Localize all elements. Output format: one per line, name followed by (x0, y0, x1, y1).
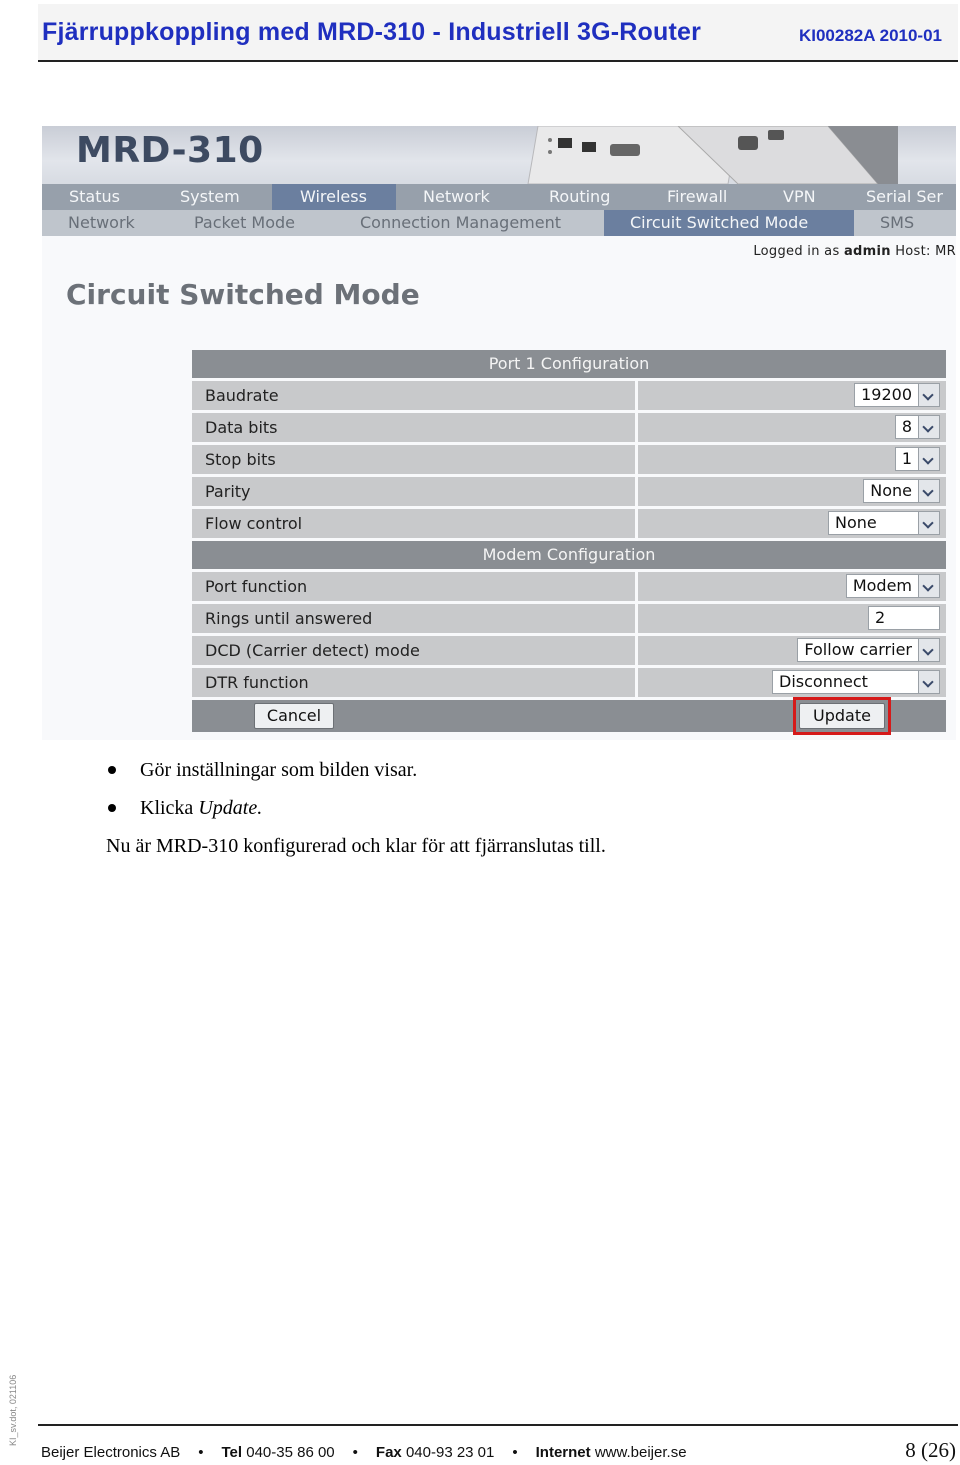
list-item: Gör inställningar som bilden visar. (106, 756, 606, 794)
nav-firewall[interactable]: Firewall (667, 187, 728, 206)
row-label: Flow control (192, 509, 635, 538)
nav-vpn[interactable]: VPN (783, 187, 816, 206)
cancel-button[interactable]: Cancel (254, 703, 334, 729)
template-mark: KI_sv.dot, 021106 (8, 1374, 18, 1446)
row-label: DTR function (192, 668, 635, 697)
page-title: Circuit Switched Mode (66, 278, 420, 311)
nav-system[interactable]: System (180, 187, 240, 206)
config-row-dtr-function (192, 668, 946, 697)
row-label: Baudrate (192, 381, 635, 410)
data-bits-select[interactable]: 8 (895, 415, 940, 439)
subnav-sms[interactable]: SMS (880, 213, 915, 232)
page-number: 8 (26) (905, 1438, 956, 1462)
row-label: Port function (192, 572, 635, 601)
nav-serial-server[interactable]: Serial Ser (866, 187, 943, 206)
chevron-down-icon[interactable] (918, 448, 939, 470)
instruction-text (106, 756, 606, 860)
chevron-down-icon[interactable] (918, 384, 939, 406)
subnav-packet-mode[interactable]: Packet Mode (194, 213, 296, 232)
subnav-connection-management[interactable]: Connection Management (360, 213, 562, 232)
router-ui-screenshot (42, 126, 956, 740)
footer-website[interactable]: www.beijer.se (594, 1444, 687, 1461)
chevron-down-icon[interactable] (918, 512, 939, 534)
nav-network[interactable]: Network (423, 187, 490, 206)
config-row-dcd-mode (192, 636, 946, 665)
dcd-mode-select[interactable]: Follow carrier (797, 638, 940, 662)
subnav-circuit-switched-mode[interactable]: Circuit Switched Mode (604, 210, 854, 236)
parity-select[interactable]: None (863, 479, 940, 503)
document-footer: Beijer Electronics AB • Tel 040-35 86 00 • Fax 040-93 23 01 • Internet www.beijer.se 8 (26) (38, 1424, 958, 1465)
subnav-network[interactable]: Network (68, 213, 135, 232)
chevron-down-icon[interactable] (918, 671, 939, 693)
flow-control-select[interactable]: None (828, 511, 940, 535)
row-label: Rings until answered (192, 604, 635, 633)
row-label: Parity (192, 477, 635, 506)
config-row-data-bits (192, 413, 946, 442)
config-row-port-function (192, 572, 946, 601)
footer-company: Beijer Electronics AB (41, 1444, 181, 1461)
form-button-bar (192, 700, 946, 732)
baudrate-select[interactable]: 19200 (854, 383, 940, 407)
update-button[interactable]: Update (799, 703, 885, 729)
rings-input[interactable]: 2 (868, 606, 940, 630)
list-item: Klicka Update. (106, 794, 606, 832)
document-id: KI00282A 2010-01 (798, 26, 942, 45)
config-row-stop-bits (192, 445, 946, 474)
router-device-image (498, 126, 898, 184)
configuration-form (192, 350, 946, 732)
document-title: Fjärruppkoppling med MRD-310 - Industriell 3G-Router (42, 18, 702, 46)
nav-status[interactable]: Status (69, 187, 120, 206)
paragraph: Nu är MRD-310 konfigurerad och klar för att fjärranslutas till. (106, 835, 606, 857)
login-status: Logged in as admin Host: MR (753, 244, 956, 259)
row-label: Data bits (192, 413, 635, 442)
chevron-down-icon[interactable] (918, 639, 939, 661)
config-row-parity (192, 477, 946, 506)
router-logo: MRD-310 (76, 130, 264, 171)
chevron-down-icon[interactable] (918, 480, 939, 502)
dtr-function-select[interactable]: Disconnect (772, 670, 940, 694)
row-label: Stop bits (192, 445, 635, 474)
login-user: admin (843, 244, 891, 259)
row-label: DCD (Carrier detect) mode (192, 636, 635, 665)
chevron-down-icon[interactable] (918, 416, 939, 438)
router-banner (42, 126, 956, 184)
document-header (38, 4, 958, 62)
nav-wireless[interactable]: Wireless (272, 184, 396, 210)
sub-nav (42, 210, 956, 236)
footer-tel: 040-35 86 00 (246, 1444, 335, 1461)
config-row-baudrate (192, 381, 946, 410)
config-row-rings-until-answered (192, 604, 946, 633)
main-nav (42, 184, 956, 210)
modem-config-header: Modem Configuration (192, 541, 946, 569)
footer-fax: 040-93 23 01 (405, 1444, 495, 1461)
stop-bits-select[interactable]: 1 (895, 447, 940, 471)
chevron-down-icon[interactable] (918, 575, 939, 597)
nav-routing[interactable]: Routing (549, 187, 611, 206)
config-row-flow-control (192, 509, 946, 538)
port-function-select[interactable]: Modem (846, 574, 940, 598)
port-config-header: Port 1 Configuration (192, 350, 946, 378)
